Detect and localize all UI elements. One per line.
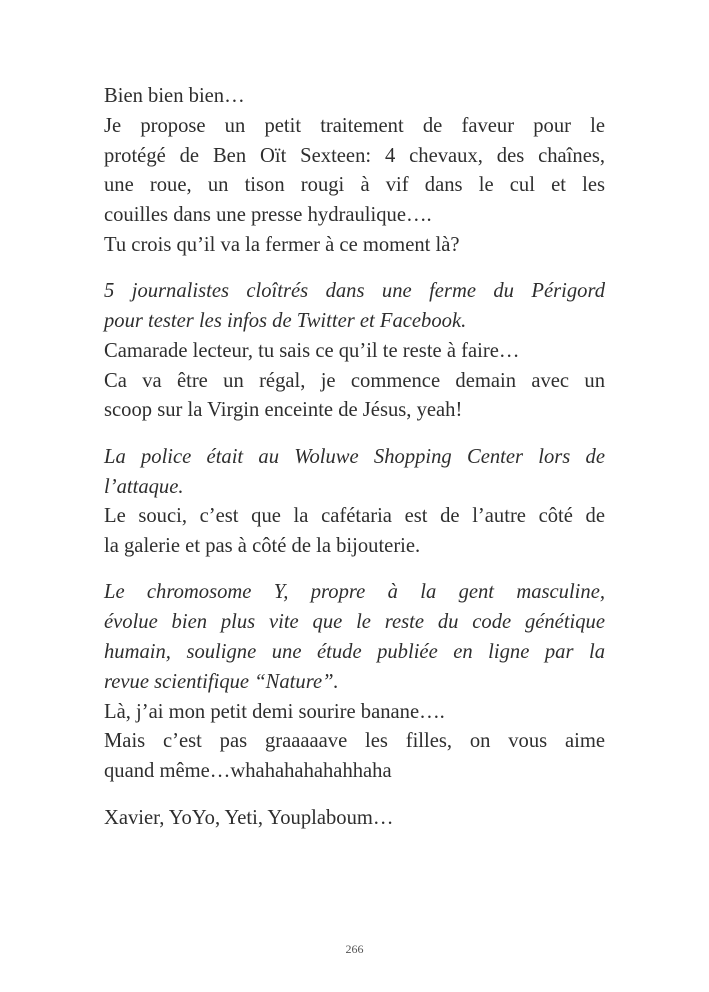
page-number: 266: [345, 942, 364, 956]
text-line: Là, j’ai mon petit demi sourire banane….: [104, 700, 445, 723]
paragraph-signature: [104, 804, 605, 834]
quote-line: revue scientifique “Nature”.: [104, 670, 339, 693]
text-line: une roue, un tison rougi à vif dans le cul et les: [104, 174, 605, 197]
text-line: Ca va être un régal, je commence demain avec un: [104, 369, 605, 392]
text-line: Mais c’est pas graaaaave les filles, on vous aime: [104, 730, 605, 753]
paragraph-ben-oit-sexteen: [104, 82, 605, 261]
quote-line: 5 journalistes cloîtrés dans une ferme du Périgord: [104, 280, 605, 303]
text-line: la galerie et pas à côté de la bijouterie.: [104, 535, 421, 558]
text-line: couilles dans une presse hydraulique….: [104, 204, 432, 227]
text-line: Bien bien bien…: [104, 85, 245, 107]
quote-line: pour tester les infos de Twitter et Facebook.: [104, 310, 467, 333]
page-body: [104, 82, 605, 850]
paragraph-chromosome-y: [104, 578, 605, 787]
text-line: Je propose un petit traitement de faveur pour le: [104, 114, 605, 137]
paragraph-woluwe: [104, 443, 605, 562]
text-line: quand même…whahahahahahhaha: [104, 760, 392, 783]
text-line: protégé de Ben Oït Sexteen: 4 chevaux, des chaînes,: [104, 144, 605, 167]
quote-line: Le chromosome Y, propre à la gent masculine,: [104, 581, 605, 604]
text-line: Le souci, c’est que la cafétaria est de l’autre côté de: [104, 505, 605, 528]
paragraph-journalistes-perigord: [104, 277, 605, 426]
quote-line: l’attaque.: [104, 475, 184, 498]
text-line: Tu crois qu’il va la fermer à ce moment là?: [104, 233, 460, 256]
quote-line: La police était au Woluwe Shopping Center lors de: [104, 445, 605, 468]
text-line: Xavier, YoYo, Yeti, Youplaboum…: [104, 806, 394, 829]
quote-line: humain, souligne une étude publiée en ligne par la: [104, 641, 605, 664]
text-line: scoop sur la Virgin enceinte de Jésus, yeah!: [104, 399, 463, 422]
text-line: Camarade lecteur, tu sais ce qu’il te reste à faire…: [104, 339, 520, 362]
quote-line: évolue bien plus vite que le reste du code génétique: [104, 611, 605, 634]
